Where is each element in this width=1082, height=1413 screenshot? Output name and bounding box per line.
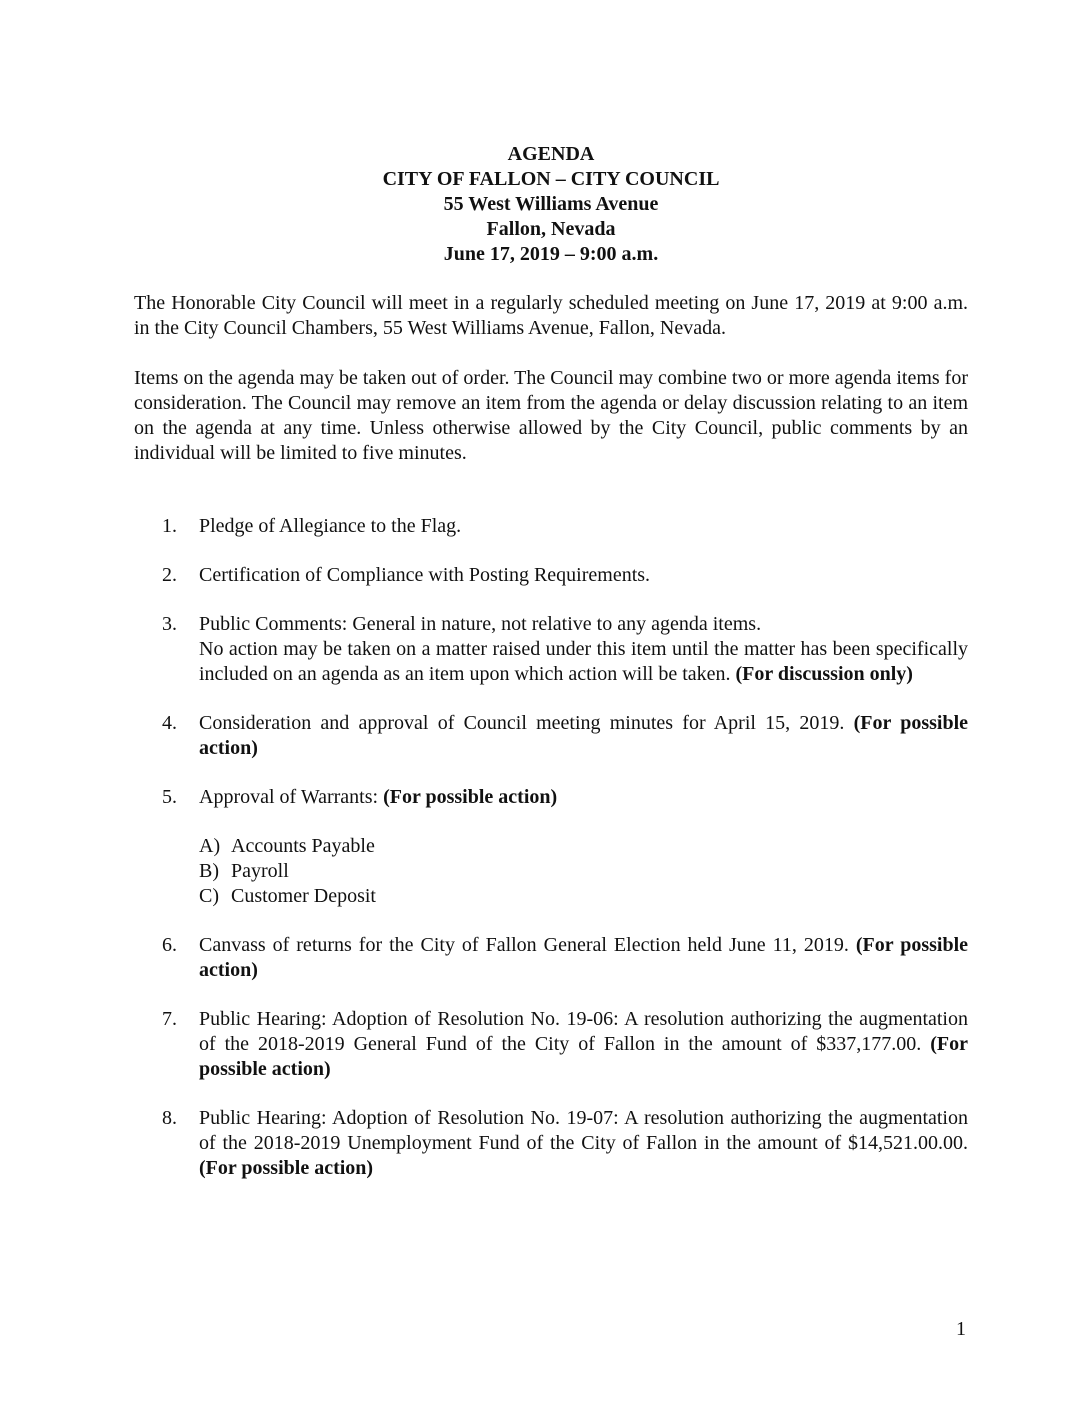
street-address: 55 West Williams Avenue <box>443 193 659 215</box>
agenda-item <box>162 1007 968 1082</box>
agenda-title: AGENDA <box>507 143 595 165</box>
item-text: Canvass of returns for the City of Fallon General Election held June 11, 2019. <box>199 934 849 956</box>
intro-paragraph: The Honorable City Council will meet in a regularly scheduled meeting on June 17, 2019 at 9:00 a.m. in the City Council Chambers, 55 West Williams Avenue, Fallon, Nevada. <box>134 292 968 339</box>
agenda-header <box>0 142 1082 267</box>
item-body <box>199 785 968 909</box>
meeting-datetime: June 17, 2019 – 9:00 a.m. <box>443 243 659 265</box>
item-number: 8. <box>162 1107 177 1129</box>
item-text: Public Hearing: Adoption of Resolution No. 19-07: A resolution authorizing the augmentation of the 2018-2019 Unemployment Fund of the City of Fallon in the amount of $14,521.00.00. <box>199 1107 968 1154</box>
item-text: Consideration and approval of Council meeting minutes for April 15, 2019. <box>199 712 845 734</box>
agenda-item <box>162 514 968 539</box>
warrant-sublist <box>199 834 968 909</box>
item-number: 1. <box>162 515 177 537</box>
sub-item-letter: A) <box>199 835 221 857</box>
item-body <box>199 1106 968 1181</box>
item-body <box>199 1007 968 1082</box>
item-action-label: (For discussion only) <box>735 663 913 685</box>
sub-item <box>199 884 968 909</box>
sub-item <box>199 859 968 884</box>
item-body <box>199 711 968 761</box>
agenda-item <box>162 563 968 588</box>
sub-item-text: Customer Deposit <box>231 885 376 907</box>
item-body <box>199 514 968 539</box>
item-body <box>199 612 968 687</box>
agenda-item <box>162 933 968 983</box>
agenda-item <box>162 711 968 761</box>
sub-item-text: Payroll <box>231 860 289 882</box>
item-action-label: (For possible action) <box>199 1157 374 1179</box>
sub-item-text: Accounts Payable <box>231 835 375 857</box>
city-state: Fallon, Nevada <box>486 218 616 240</box>
item-text: Pledge of Allegiance to the Flag. <box>199 515 462 537</box>
item-number: 5. <box>162 786 177 808</box>
item-number: 7. <box>162 1008 177 1030</box>
item-body <box>199 563 968 588</box>
council-name: CITY OF FALLON – CITY COUNCIL <box>382 168 720 190</box>
item-text: Public Comments: General in nature, not relative to any agenda items. <box>199 613 762 635</box>
sub-item-letter: B) <box>199 860 219 882</box>
agenda-item <box>162 785 968 909</box>
item-action-label: (For possible action) <box>199 1033 969 1080</box>
page-number: 1 <box>956 1318 966 1340</box>
agenda-item <box>162 1106 968 1181</box>
item-action-label: (For possible action) <box>199 712 969 759</box>
item-action-label: (For possible action) <box>383 786 558 808</box>
notice-paragraph: Items on the agenda may be taken out of order. The Council may combine two or more agenda items for consideration. The Council may remove an item from the agenda or delay discussion relating to an item on the agenda at any time. Unless otherwise allowed by the City Council, public comments by an individual will be limited to five minutes. <box>134 367 968 464</box>
sub-item <box>199 834 968 859</box>
item-number: 2. <box>162 564 177 586</box>
agenda-item <box>162 612 968 687</box>
item-number: 4. <box>162 712 177 734</box>
item-text: Approval of Warrants: <box>199 786 379 808</box>
item-body <box>199 933 968 983</box>
item-number: 6. <box>162 934 177 956</box>
agenda-items <box>162 514 968 1205</box>
item-text: Certification of Compliance with Posting Requirements. <box>199 564 651 586</box>
sub-item-letter: C) <box>199 885 219 907</box>
item-text: Public Hearing: Adoption of Resolution No. 19-06: A resolution authorizing the augmentation of the 2018-2019 General Fund of the City of Fallon in the amount of $337,177.00. <box>199 1008 968 1055</box>
item-action-label: (For possible action) <box>199 934 969 981</box>
item-text-continued: No action may be taken on a matter raised under this item until the matter has been specifically included on an agenda as an item upon which action will be taken. <box>199 638 968 685</box>
item-number: 3. <box>162 613 177 635</box>
